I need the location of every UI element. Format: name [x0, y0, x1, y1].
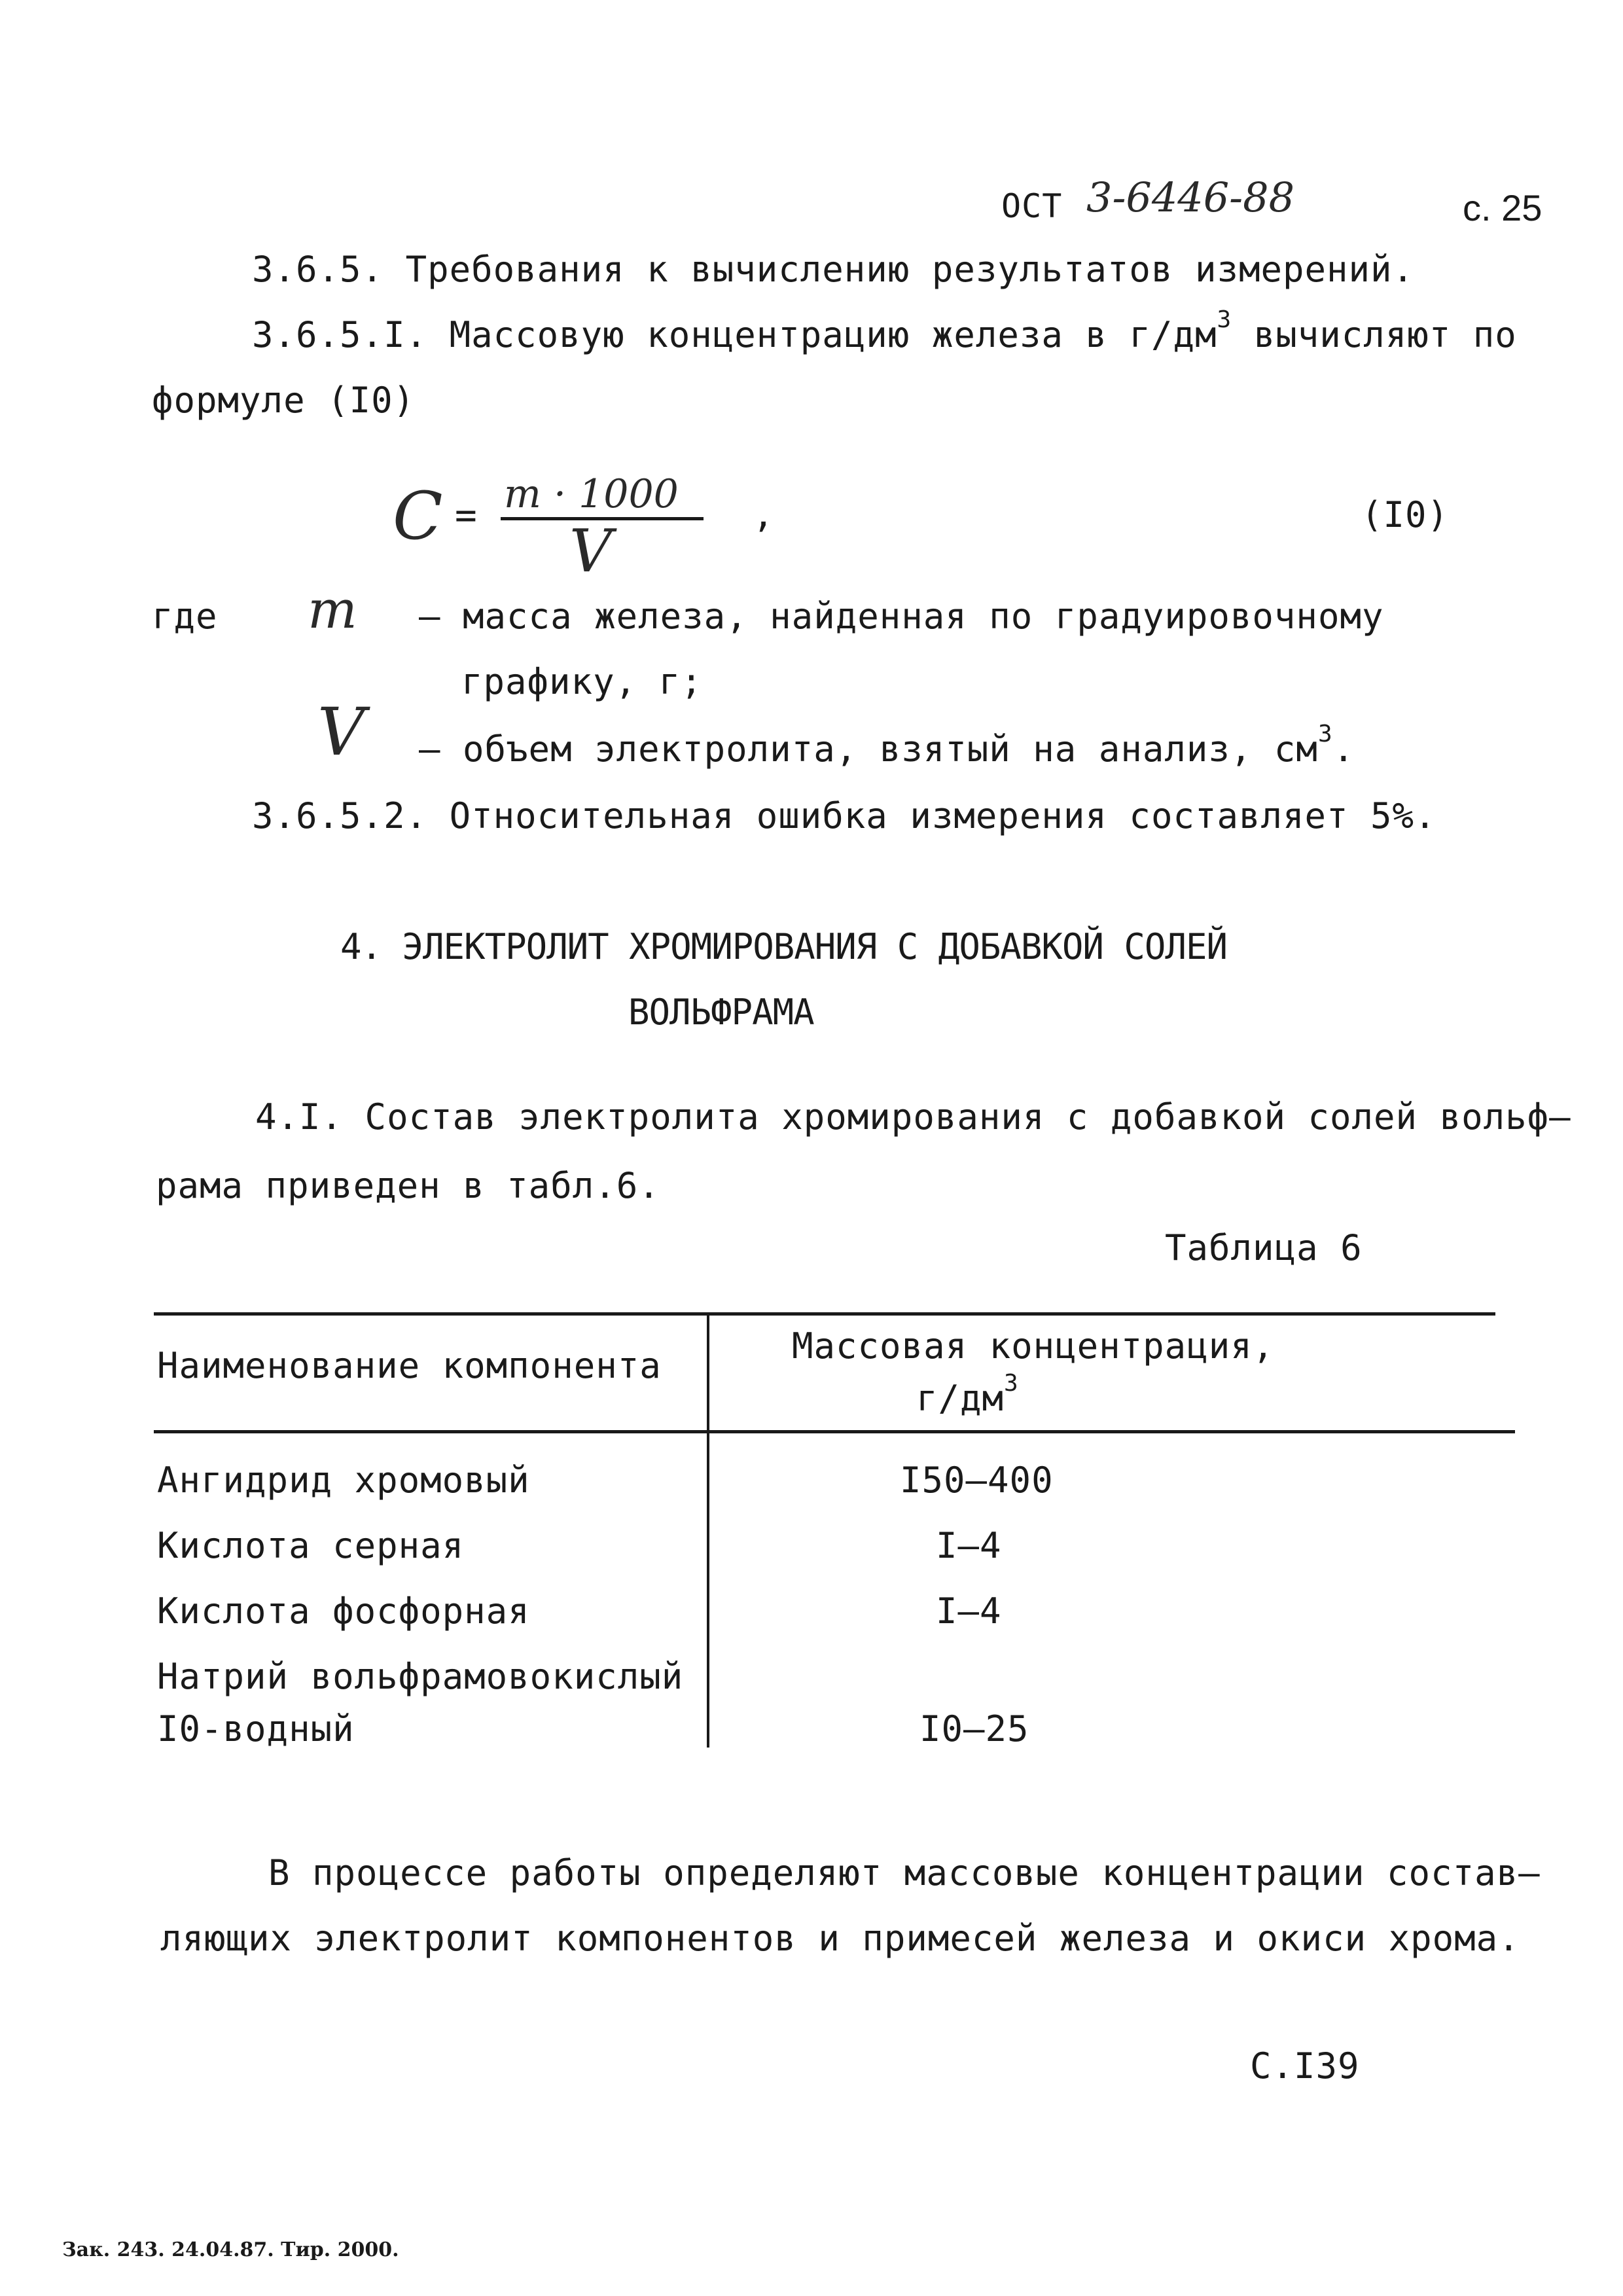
m-symbol: m [308, 579, 357, 640]
table-cell-value: I50–400 [900, 1460, 1054, 1501]
section-4-title-line2: ВОЛЬФРАМА [628, 992, 814, 1033]
section-41-line1: 4.I. Состав электролита хромирования с добавкой солей вольф– [255, 1096, 1571, 1138]
page-number: с. 25 [1463, 187, 1543, 228]
table-header-rule [154, 1430, 1515, 1433]
closing-line2: ляющих электролит компонентов и примесей железа и окиси хрома. [160, 1918, 1520, 1959]
table-cell-name: Ангидрид хромовый [157, 1460, 530, 1501]
table-cell-value: I–4 [936, 1525, 1002, 1566]
section-3652: 3.6.5.2. Относительная ошибка измерения составляет 5%. [252, 795, 1436, 836]
superscript-3: 3 [1317, 721, 1333, 747]
closing-line1: В процессе работы определяют массовые концентрации состав– [268, 1852, 1541, 1893]
table-cell-value: I–4 [936, 1590, 1002, 1632]
table-header-unit: г/дм [916, 1378, 1005, 1419]
formula-equals: = [455, 494, 478, 537]
table-column-divider [707, 1316, 709, 1748]
table-header-concentration-line1: Массовая концентрация, [792, 1325, 1275, 1367]
formula-lhs: C [393, 478, 443, 554]
section-365-heading: 3.6.5. Требования к вычислению результатов измерений. [252, 249, 1415, 290]
section-3651-text-b: вычисляют по [1232, 314, 1517, 355]
v-symbol: V [317, 694, 365, 770]
v-description-text: – объем электролита, взятый на анализ, см [419, 728, 1318, 770]
formula-number: (I0) [1361, 494, 1450, 535]
v-description [419, 721, 1355, 770]
page-reference: С.I39 [1250, 2045, 1360, 2087]
print-imprint: Зак. 243. 24.04.87. Тир. 2000. [62, 2238, 399, 2261]
table-cell-name: Натрий вольфрамовокислый [157, 1656, 684, 1697]
table-cell-name: I0-водный [157, 1708, 355, 1749]
v-description-end: . [1332, 728, 1355, 770]
formula-comma: , [753, 494, 775, 535]
table-cell-value: I0–25 [919, 1708, 1029, 1749]
formula-numerator: m · 1000 [504, 471, 679, 517]
table-cell-name: Кислота фосфорная [157, 1590, 530, 1632]
where-label: где [152, 596, 218, 637]
formula-denominator: V [569, 517, 612, 586]
table-top-rule [154, 1312, 1495, 1316]
ost-number: 3-6446-88 [1086, 173, 1295, 221]
table-caption: Таблица 6 [1165, 1227, 1363, 1268]
section-41-line2: рама приведен в табл.6. [156, 1165, 660, 1206]
superscript-3: 3 [1004, 1370, 1019, 1397]
m-description-line2: графику, г; [461, 661, 703, 702]
section-3651-line1 [252, 306, 1517, 355]
superscript-3: 3 [1217, 306, 1232, 333]
ost-prefix: ОСТ [1001, 187, 1063, 225]
m-description-line1: – масса железа, найденная по градуировочному [419, 596, 1384, 637]
section-4-title-line1: 4. ЭЛЕКТРОЛИТ ХРОМИРОВАНИЯ С ДОБАВКОЙ СОЛЕЙ [340, 926, 1227, 967]
table-header-concentration-line2 [916, 1370, 1019, 1419]
section-3651-line2: формуле (I0) [152, 380, 416, 421]
table-cell-name: Кислота серная [157, 1525, 465, 1566]
table-header-name: Наименование компонента [157, 1345, 662, 1386]
section-3651-text-a: 3.6.5.I. Массовую концентрацию железа в г/дм [252, 314, 1217, 355]
